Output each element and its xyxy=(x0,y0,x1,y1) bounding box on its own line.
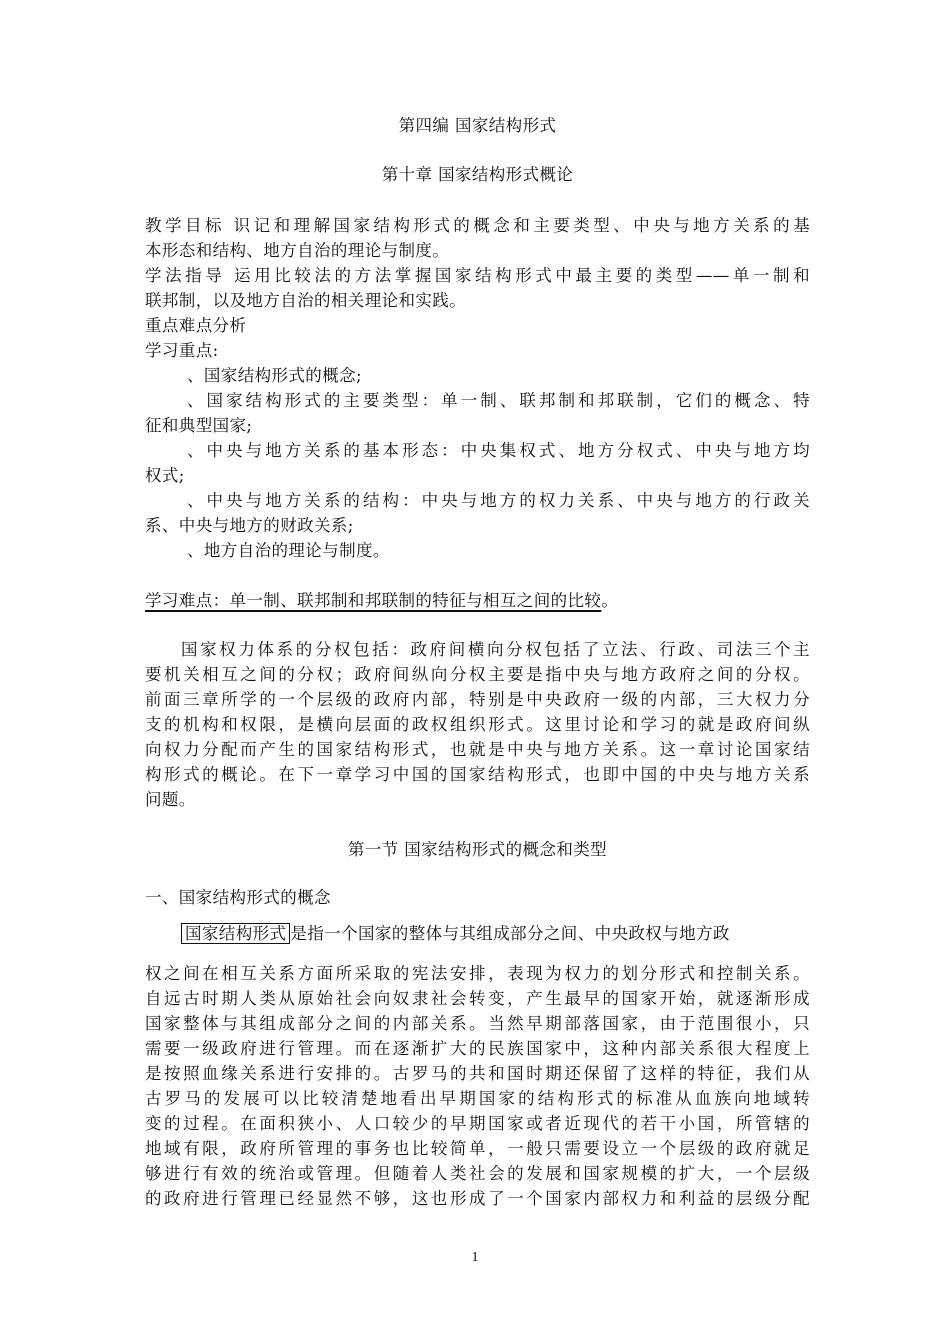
intro-line-4: 支的机构和权限，是横向层面的政权组织形式。这里讨论和学习的就是政府间纵 xyxy=(145,715,810,734)
definition-line-1 xyxy=(181,922,810,946)
definition-line-9: 地域有限，政府所管理的事务也比较简单，一般只需要设立一个层级的政府就足 xyxy=(145,1139,810,1158)
intro-line-6: 构形式的概论。在下一章学习中国的国家结构形式，也即中国的中央与地方关系 xyxy=(145,765,810,784)
key-point-5: 、地方自治的理论与制度。 xyxy=(187,541,390,560)
document-page xyxy=(145,0,810,1344)
intro-line-5: 向权力分配而产生的国家结构形式，也就是中央与地方关系。这一章讨论国家结 xyxy=(145,740,810,759)
chapter-title: 第十章 国家结构形式概论 xyxy=(381,165,574,184)
analysis-heading: 重点难点分析 xyxy=(145,316,247,335)
definition-line-5: 需要一级政府进行管理。而在逐渐扩大的民族国家中，这种内部关系很大程度上 xyxy=(145,1039,810,1058)
key-point-3-line-1: 、中央与地方关系的基本形态：中央集权式、地方分权式、中央与地方均 xyxy=(187,441,810,460)
key-point-2-line-1: 、国家结构形式的主要类型：单一制、联邦制和邦联制，它们的概念、特 xyxy=(187,391,810,410)
method-line-1: 学法指导 运用比较法的方法掌握国家结构形式中最主要的类型——单一制和 xyxy=(145,266,810,285)
key-points-heading: 学习重点: xyxy=(145,341,219,360)
intro-line-2: 要机关相互之间的分权；政府间纵向分权主要是指中央与地方政府之间的分权。 xyxy=(145,665,810,684)
key-point-1: 、国家结构形式的概念; xyxy=(187,366,362,385)
definition-line-2: 权之间在相互关系方面所采取的宪法安排，表现为权力的划分形式和控制关系。 xyxy=(145,964,810,983)
subsection-title: 一、国家结构形式的概念 xyxy=(145,888,331,907)
difficulty-text: 学习难点：单一制、联邦制和邦联制的特征与相互之间的比较 xyxy=(145,591,602,610)
page-number: 1 xyxy=(471,1250,479,1265)
key-point-4-line-2: 系、中央与地方的财政关系; xyxy=(145,516,354,535)
definition-line-8: 变的过程。在面积狭小、人口较少的早期国家或者近现代的若干小国，所管辖的 xyxy=(145,1114,810,1133)
definition-line-3: 自远古时期人类从原始社会向奴隶社会转变，产生最早的国家开始，就逐渐形成 xyxy=(145,989,810,1008)
objectives-line-2: 本形态和结构、地方自治的理论与制度。 xyxy=(145,241,450,260)
key-point-2-line-2: 征和典型国家; xyxy=(145,416,253,435)
objectives-line-1: 教学目标 识记和理解国家结构形式的概念和主要类型、中央与地方关系的基 xyxy=(145,216,810,235)
definition-line-10: 够进行有效的统治或管理。但随着人类社会的发展和国家规模的扩大，一个层级 xyxy=(145,1164,810,1183)
definition-line-6: 是按照血缘关系进行安排的。古罗马的共和国时期还保留了这样的特征，我们从 xyxy=(145,1064,810,1083)
definition-term-box: 国家结构形式 xyxy=(181,923,290,944)
definition-line-1-rest: 是指一个国家的整体与其组成部分之间、中央政权与地方政 xyxy=(290,924,730,943)
difficulty-line xyxy=(145,589,810,613)
key-point-3-line-2: 权式; xyxy=(145,466,185,485)
part-title: 第四编 国家结构形式 xyxy=(398,116,557,135)
difficulty-tail: 。 xyxy=(601,591,619,610)
intro-line-7: 问题。 xyxy=(145,790,196,809)
definition-line-7: 古罗马的发展可以比较清楚地看出早期国家的结构形式的标准从血族向地域转 xyxy=(145,1089,810,1108)
method-line-2: 联邦制，以及地方自治的相关理论和实践。 xyxy=(145,291,467,310)
intro-line-1: 国家权力体系的分权包括：政府间横向分权包括了立法、行政、司法三个主 xyxy=(181,640,810,659)
section-title: 第一节 国家结构形式的概念和类型 xyxy=(347,840,608,859)
key-point-4-line-1: 、中央与地方关系的结构：中央与地方的权力关系、中央与地方的行政关 xyxy=(187,491,810,510)
definition-line-11: 的政府进行管理已经显然不够，这也形成了一个国家内部权力和利益的层级分配 xyxy=(145,1189,810,1208)
intro-line-3: 前面三章所学的一个层级的政府内部，特别是中央政府一级的内部，三大权力分 xyxy=(145,690,810,709)
definition-line-4: 国家整体与其组成部分之间的内部关系。当然早期部落国家，由于范围很小，只 xyxy=(145,1014,810,1033)
